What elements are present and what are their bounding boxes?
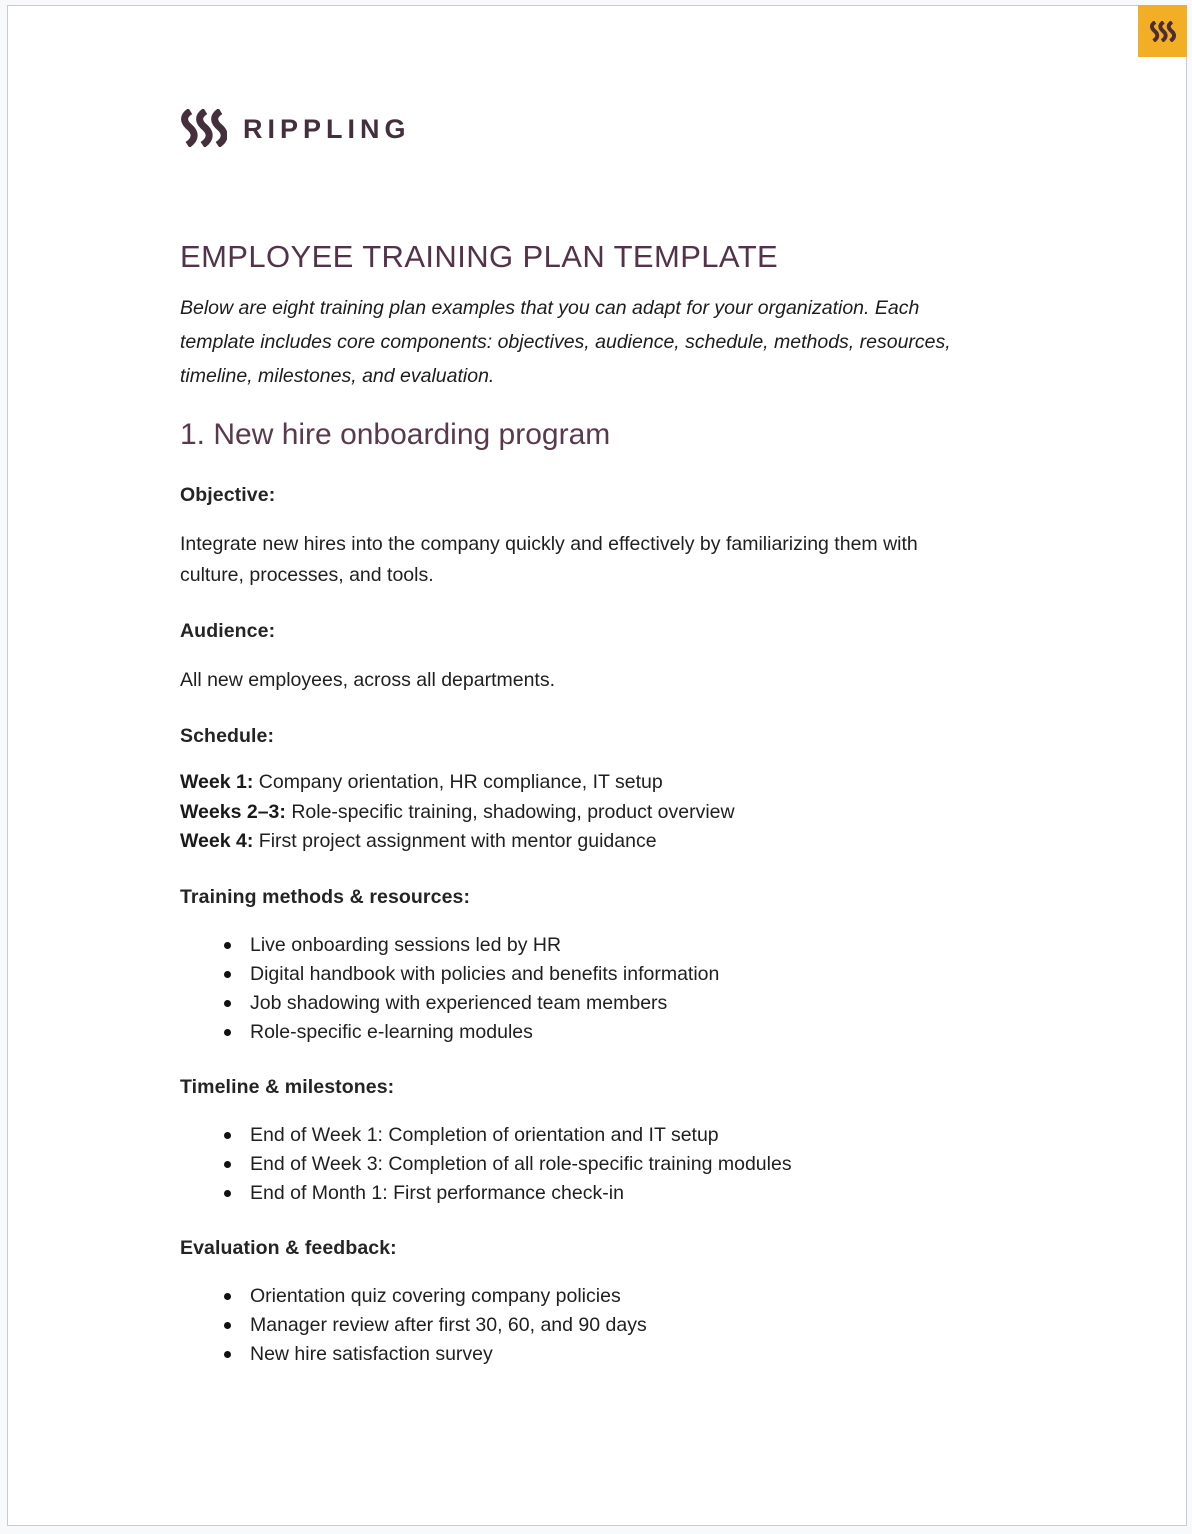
corner-brand-tab — [1138, 5, 1187, 57]
intro-line: timeline, milestones, and evaluation. — [180, 365, 495, 387]
methods-list — [180, 931, 1018, 1047]
document-content — [8, 6, 1186, 1409]
objective-line: Integrate new hires into the company quickly and effectively by familiarizing them with — [180, 533, 918, 555]
page-title: EMPLOYEE TRAINING PLAN TEMPLATE — [180, 239, 779, 274]
intro-line: Below are eight training plan examples that you can adapt for your organization. Each — [180, 297, 920, 319]
schedule-label: Week 1: — [180, 771, 254, 793]
timeline-heading: Timeline & milestones: — [180, 1075, 395, 1098]
intro-paragraph — [180, 291, 1018, 393]
rippling-mark-icon — [180, 109, 227, 147]
timeline-list — [180, 1121, 1018, 1208]
audience-heading: Audience: — [180, 620, 276, 642]
rippling-mark-icon — [1149, 21, 1176, 42]
audience-paragraph: All new employees, across all departments. — [180, 669, 556, 691]
list-item: End of Week 1: Completion of orientation and IT setup — [180, 1121, 1018, 1150]
schedule-row — [180, 827, 1018, 857]
rippling-logo — [180, 107, 1018, 149]
schedule-text: First project assignment with mentor guidance — [258, 830, 657, 852]
list-item: Job shadowing with experienced team members — [180, 989, 1018, 1018]
methods-heading: Training methods & resources: — [180, 885, 471, 908]
intro-line: template includes core components: objectives, audience, schedule, methods, resources, — [180, 331, 951, 353]
list-item: Digital handbook with policies and benefits information — [180, 960, 1018, 989]
schedule-label: Weeks 2–3: — [180, 800, 286, 823]
section-heading: 1. New hire onboarding program — [180, 418, 611, 451]
list-item: New hire satisfaction survey — [180, 1340, 1018, 1369]
schedule-label: Week 4: — [180, 830, 254, 852]
evaluation-heading: Evaluation & feedback: — [180, 1236, 397, 1259]
schedule-row — [180, 768, 1018, 798]
list-item: Orientation quiz covering company policies — [180, 1282, 1018, 1311]
list-item: Live onboarding sessions led by HR — [180, 931, 1018, 960]
objective-paragraph — [180, 529, 1018, 591]
schedule-list — [180, 768, 1018, 857]
rippling-wordmark: RIPPLING — [243, 113, 411, 144]
objective-line: culture, processes, and tools. — [180, 564, 434, 586]
list-item: End of Week 3: Completion of all role-specific training modules — [180, 1150, 1018, 1179]
list-item: Role-specific e-learning modules — [180, 1018, 1018, 1047]
schedule-row — [180, 798, 1018, 828]
schedule-text: Role-specific training, shadowing, product overview — [291, 800, 735, 823]
document-page — [7, 5, 1187, 1526]
list-item: Manager review after first 30, 60, and 90 days — [180, 1311, 1018, 1340]
schedule-heading: Schedule: — [180, 725, 275, 747]
schedule-text: Company orientation, HR compliance, IT setup — [258, 771, 663, 793]
list-item: End of Month 1: First performance check-in — [180, 1179, 1018, 1208]
objective-heading: Objective: — [180, 484, 276, 506]
evaluation-list — [180, 1282, 1018, 1369]
